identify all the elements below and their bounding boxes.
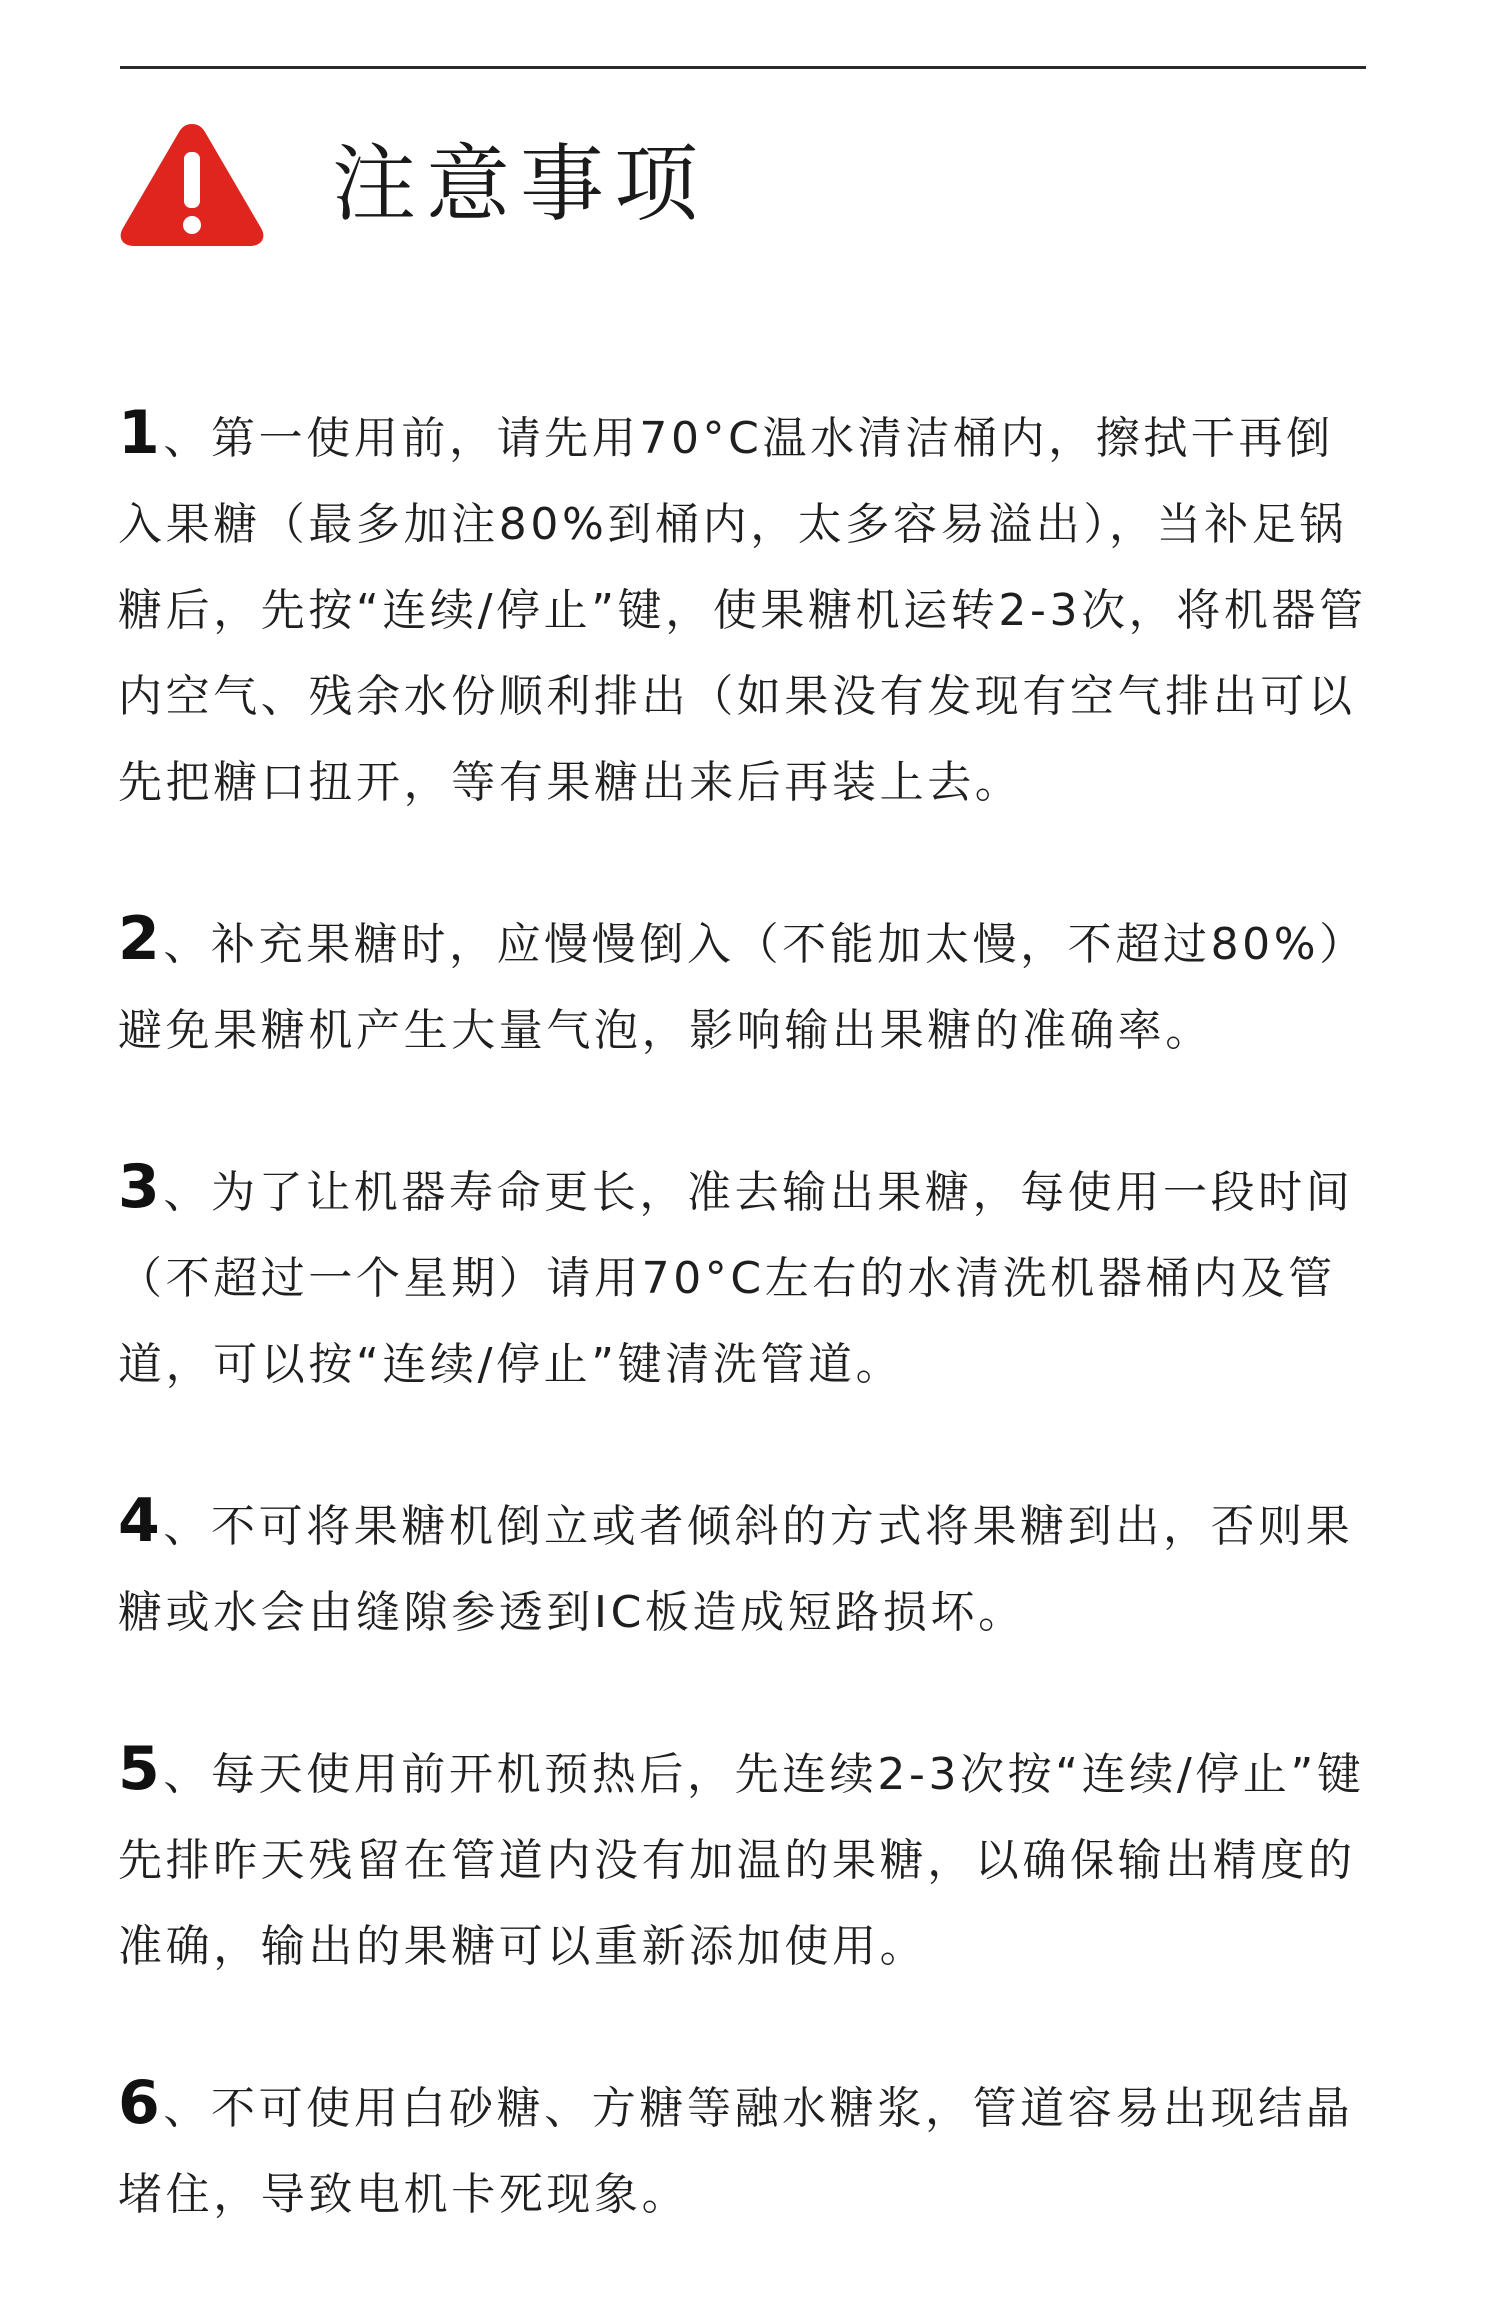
note-separator: 、 bbox=[163, 919, 211, 970]
note-number: 4 bbox=[118, 1486, 164, 1556]
note-separator: 、 bbox=[163, 2083, 211, 2134]
note-item-6 bbox=[118, 2060, 1368, 2238]
note-text: 不可使用白砂糖、方糖等融水糖浆，管道容易出现结晶堵住，导致电机卡死现象。 bbox=[118, 2083, 1354, 2220]
top-divider bbox=[120, 66, 1366, 69]
note-separator: 、 bbox=[163, 413, 211, 464]
note-number: 5 bbox=[118, 1734, 164, 1804]
note-item-1 bbox=[118, 390, 1368, 826]
note-text: 第一使用前，请先用70°C温水清洁桶内，擦拭干再倒入果糖（最多加注80%到桶内，太多容易溢出），当补足锅糖后，先按“连续/停止”键，使果糖机运转2-3次，将机器管内空气、残余水份顺利排出（如果没有发现有空气排出可以先把糖口扭开，等有果糖出来后再装上去。 bbox=[118, 413, 1367, 808]
notes-list bbox=[118, 390, 1368, 2308]
note-number: 1 bbox=[118, 398, 164, 468]
note-separator: 、 bbox=[163, 1749, 211, 1800]
page-title: 注意事项 bbox=[332, 135, 709, 233]
note-item-2 bbox=[118, 896, 1368, 1074]
note-text: 不可将果糖机倒立或者倾斜的方式将果糖到出，否则果糖或水会由缝隙参透到IC板造成短路损坏。 bbox=[118, 1501, 1354, 1638]
warning-triangle-icon bbox=[118, 118, 266, 250]
note-item-4 bbox=[118, 1478, 1368, 1656]
note-number: 2 bbox=[118, 904, 164, 974]
note-text: 每天使用前开机预热后，先连续2-3次按“连续/停止”键先排昨天残留在管道内没有加温的果糖，以确保输出精度的准确，输出的果糖可以重新添加使用。 bbox=[118, 1749, 1365, 1972]
note-item-5 bbox=[118, 1726, 1368, 1990]
note-separator: 、 bbox=[163, 1501, 211, 1552]
note-number: 6 bbox=[118, 2068, 164, 2138]
note-number: 3 bbox=[118, 1152, 164, 1222]
note-text: 为了让机器寿命更长，准去输出果糖，每使用一段时间（不超过一个星期）请用70°C左右的水清洗机器桶内及管道，可以按“连续/停止”键清洗管道。 bbox=[118, 1167, 1354, 1390]
section-header bbox=[118, 118, 708, 250]
note-separator: 、 bbox=[163, 1167, 211, 1218]
note-item-3 bbox=[118, 1144, 1368, 1408]
note-text: 补充果糖时，应慢慢倒入（不能加太慢，不超过80%）避免果糖机产生大量气泡，影响输出果糖的准确率。 bbox=[118, 919, 1367, 1056]
